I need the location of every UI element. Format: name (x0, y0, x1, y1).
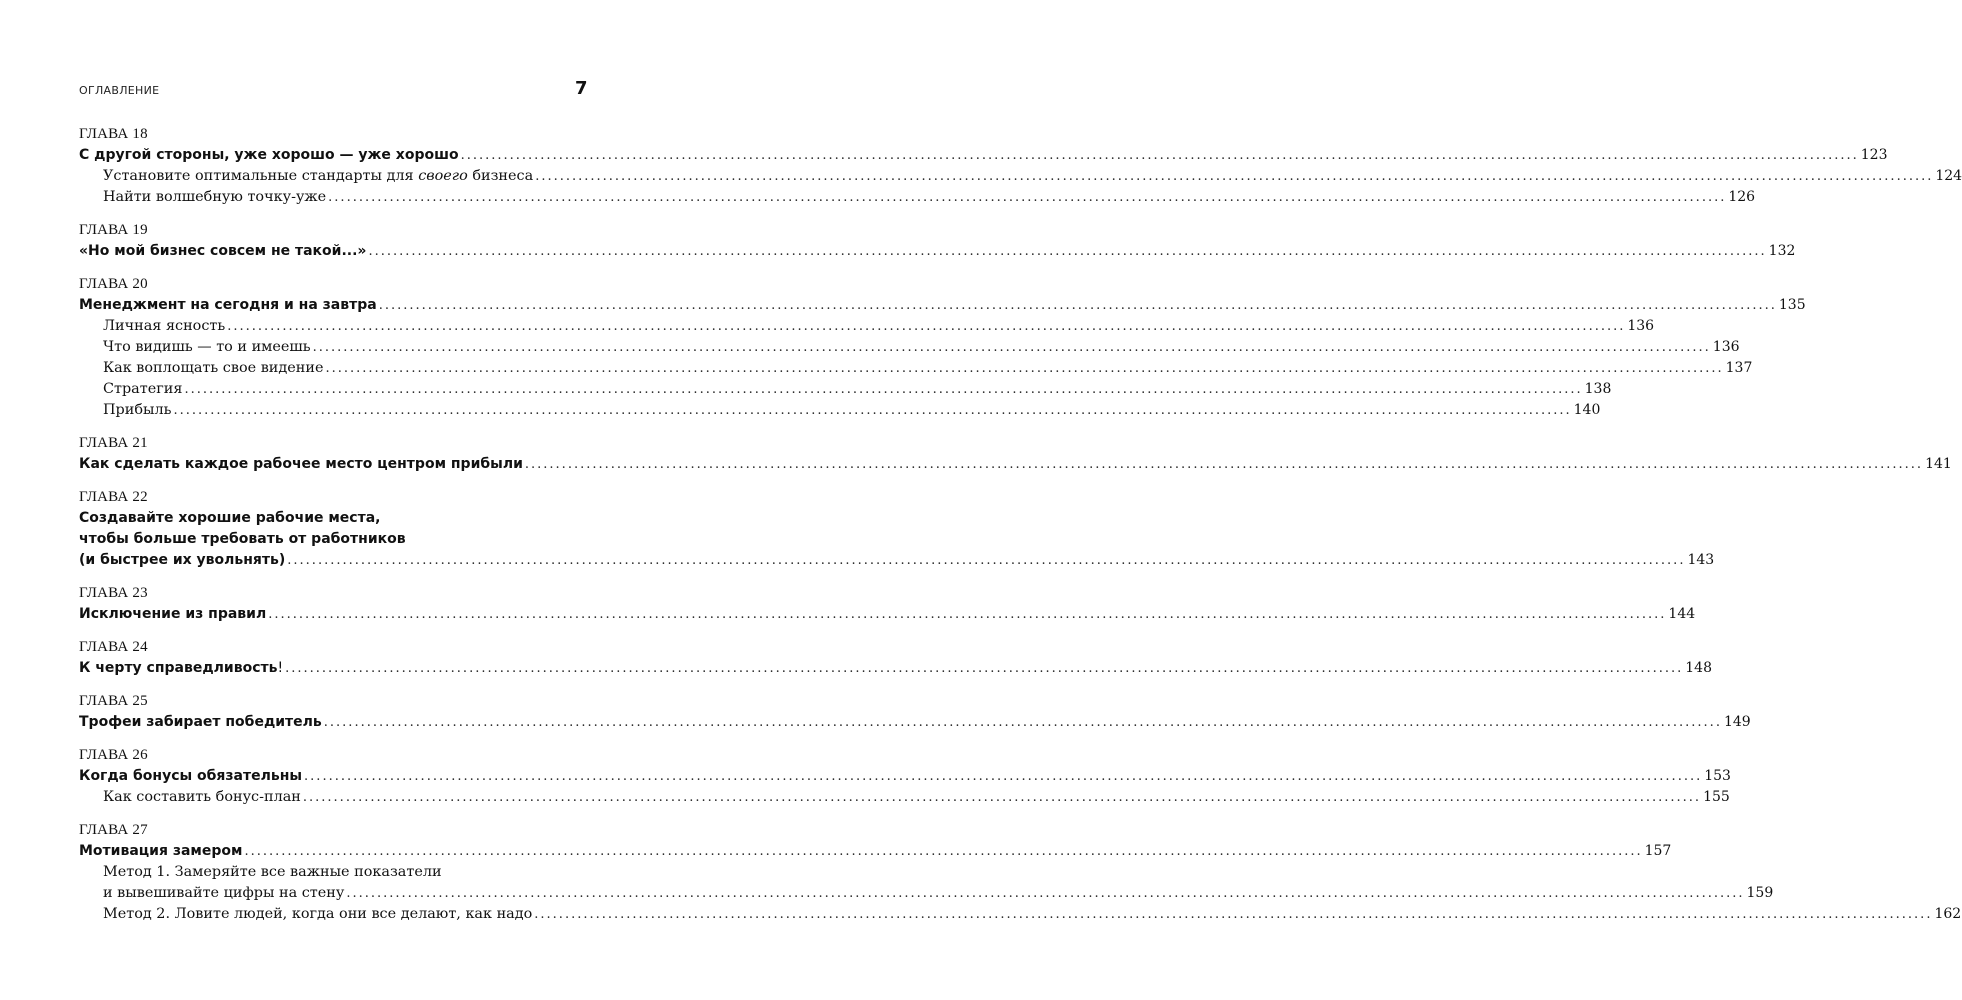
entry-page: 143 (1687, 552, 1715, 568)
chapter-label: ГЛАВА 27 (79, 822, 148, 838)
toc-subentry[interactable] (79, 358, 1753, 379)
chapter-label: ГЛАВА 26 (79, 747, 148, 763)
chapter-label: ГЛАВА 24 (79, 639, 148, 655)
chapter-label: ГЛАВА 21 (79, 435, 148, 451)
chapter-25 (79, 691, 1751, 733)
entry-page: 138 (1584, 381, 1612, 397)
entry-title-line: чтобы больше требовать от работников (79, 531, 406, 547)
entry-title: Установите оптимальные стандарты для своего бизнеса (103, 168, 534, 184)
chapter-21 (79, 433, 1952, 475)
chapter-24 (79, 637, 1712, 679)
toc-subentry[interactable] (79, 400, 1601, 421)
toc-entry[interactable] (79, 454, 1952, 475)
toc-entry[interactable] (79, 712, 1751, 733)
dot-leader (225, 316, 1627, 337)
table-of-contents (79, 124, 1962, 937)
dot-leader (242, 841, 1644, 862)
entry-page: 140 (1573, 402, 1601, 418)
entry-title: Когда бонусы обязательны (79, 768, 303, 784)
entry-page: 162 (1934, 906, 1962, 922)
chapter-27 (79, 820, 1962, 925)
entry-page: 126 (1728, 189, 1756, 205)
chapter-18 (79, 124, 1962, 208)
entry-page: 124 (1935, 168, 1962, 184)
toc-entry[interactable] (79, 766, 1731, 787)
entry-page: 137 (1725, 360, 1753, 376)
dot-leader (326, 187, 1728, 208)
dot-leader (301, 787, 1703, 808)
chapter-label: ГЛАВА 20 (79, 276, 148, 292)
dot-leader (311, 337, 1713, 358)
entry-page: 153 (1704, 768, 1731, 784)
entry-page: 141 (1925, 456, 1952, 472)
toc-entry[interactable] (79, 658, 1712, 679)
toc-subentry[interactable] (79, 187, 1756, 208)
toc-entry[interactable] (79, 550, 1715, 571)
entry-title: «Но мой бизнес совсем не такой...» (79, 243, 367, 259)
entry-title: Что видишь — то и имеешь (103, 339, 311, 355)
toc-subentry[interactable] (79, 166, 1962, 187)
toc-subentry[interactable] (79, 337, 1740, 358)
toc-entry[interactable] (79, 295, 1806, 316)
entry-title: Стратегия (103, 381, 183, 397)
dot-leader (459, 145, 1861, 166)
entry-title: Личная ясность (103, 318, 226, 334)
entry-title: и вывешивайте цифры на стену (103, 885, 345, 901)
entry-page: 149 (1723, 714, 1751, 730)
entry-page: 155 (1703, 789, 1730, 805)
entry-title: К черту справедливость! (79, 660, 284, 676)
entry-title: Как сделать каждое рабочее место центром прибыли (79, 456, 523, 472)
running-head: ОГЛАВЛЕНИЕ (79, 84, 160, 97)
toc-subentry[interactable] (79, 787, 1730, 808)
dot-leader (523, 454, 1925, 475)
entry-page: 136 (1627, 318, 1655, 334)
dot-leader (283, 658, 1685, 679)
chapter-20 (79, 274, 1806, 421)
dot-leader (302, 766, 1704, 787)
entry-title: Исключение из правил (79, 606, 267, 622)
toc-entry[interactable] (79, 604, 1696, 625)
entry-title-line: Создавайте хорошие рабочие места, (79, 510, 381, 526)
entry-title: Мотивация замером (79, 843, 243, 859)
entry-page: 135 (1778, 297, 1806, 313)
entry-title: Метод 2. Ловите людей, когда они все делают, как надо (103, 906, 533, 922)
entry-page: 144 (1668, 606, 1696, 622)
entry-title: Прибыль (103, 402, 172, 418)
chapter-label: ГЛАВА 23 (79, 585, 148, 601)
chapter-26 (79, 745, 1731, 808)
chapter-23 (79, 583, 1696, 625)
entry-title: Как воплощать свое видение (103, 360, 324, 376)
entry-page: 123 (1860, 147, 1888, 163)
dot-leader (285, 550, 1687, 571)
chapter-label: ГЛАВА 25 (79, 693, 148, 709)
chapter-22 (79, 487, 1715, 571)
toc-entry[interactable] (79, 841, 1672, 862)
entry-title: Трофеи забирает победитель (79, 714, 322, 730)
entry-title: Как составить бонус-план (103, 789, 301, 805)
entry-title: (и быстрее их увольнять) (79, 552, 286, 568)
entry-page: 148 (1685, 660, 1712, 676)
toc-subentry[interactable] (79, 316, 1655, 337)
dot-leader (323, 358, 1725, 379)
dot-leader (171, 400, 1573, 421)
page-number: 7 (575, 78, 588, 99)
entry-page: 157 (1644, 843, 1672, 859)
toc-subentry[interactable] (79, 883, 1774, 904)
dot-leader (266, 604, 1668, 625)
toc-entry[interactable] (79, 145, 1888, 166)
dot-leader (182, 379, 1584, 400)
dot-leader (532, 904, 1934, 925)
chapter-label: ГЛАВА 19 (79, 222, 148, 238)
dot-leader (377, 295, 1779, 316)
dot-leader (366, 241, 1768, 262)
chapter-label: ГЛАВА 22 (79, 489, 148, 505)
dot-leader (344, 883, 1746, 904)
entry-title: С другой стороны, уже хорошо — уже хорошо (79, 147, 459, 163)
entry-title: Найти волшебную точку-уже (103, 189, 327, 205)
entry-page: 159 (1746, 885, 1774, 901)
entry-title: Менеджмент на сегодня и на завтра (79, 297, 377, 313)
dot-leader (322, 712, 1724, 733)
entry-page: 136 (1712, 339, 1740, 355)
entry-title-line: Метод 1. Замеряйте все важные показатели (103, 864, 442, 880)
entry-page: 132 (1768, 243, 1796, 259)
dot-leader (533, 166, 1935, 187)
chapter-19 (79, 220, 1796, 262)
toc-subentry[interactable] (79, 379, 1612, 400)
toc-entry[interactable] (79, 241, 1796, 262)
toc-subentry[interactable] (79, 904, 1962, 925)
chapter-label: ГЛАВА 18 (79, 126, 148, 142)
